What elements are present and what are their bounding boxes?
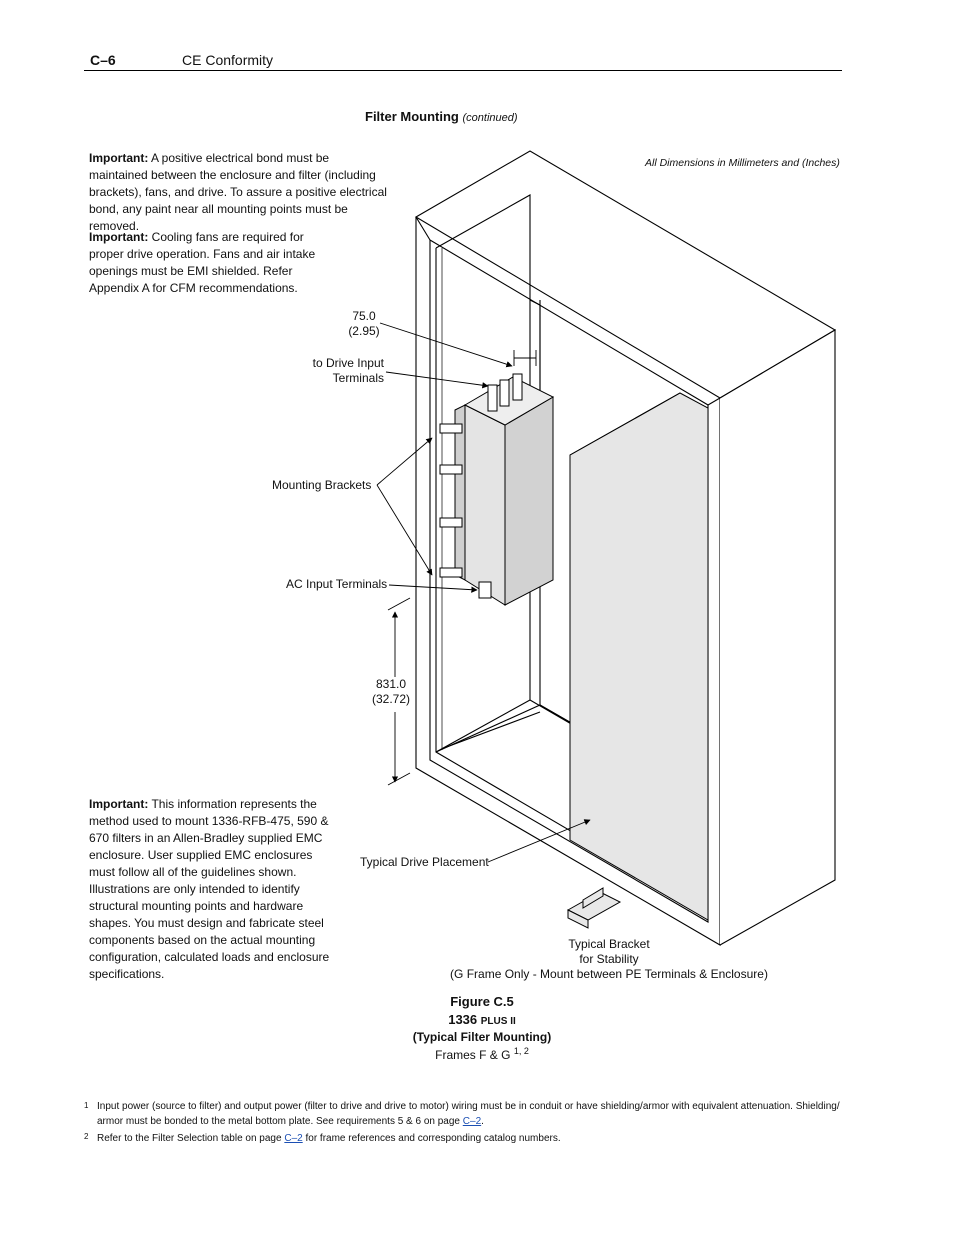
footnote-1: Input power (source to filter) and output power (filter to drive and drive to motor) wiring must be in conduit or have shielding/armor with equivalent attenuation. Shielding/ armor must be bonded to the metal bottom plate. See requirements 5 & 6 on page C–2. <box>97 1101 840 1127</box>
figure-title: (Typical Filter Mounting) <box>412 1030 552 1044</box>
dim-75-label: 75.0 (2.95) <box>348 309 380 338</box>
typical-bracket-label: Typical Bracket for Stability (G Frame Only - Mount between PE Terminals & Enclosure) <box>450 937 768 981</box>
figure-model: 1336 PLUS II <box>448 1012 516 1027</box>
page-number: C–6 <box>90 52 116 68</box>
dimensions-note: All Dimensions in Millimeters and (Inches) <box>645 157 840 169</box>
mounting-brackets-label: Mounting Brackets <box>272 478 372 492</box>
stability-bracket <box>568 888 620 928</box>
footnote-1-page-link[interactable]: C–2 <box>462 1116 482 1127</box>
drive-input-terminals-label: to Drive Input Terminals <box>312 356 384 385</box>
drive-placement-label: Typical Drive Placement <box>360 855 489 869</box>
footnote-1-mark: 1 <box>84 1101 89 1110</box>
filter-unit <box>455 374 553 605</box>
section-title-note: (continued) <box>462 112 518 124</box>
dim-831-label: 831.0 (32.72) <box>371 677 411 706</box>
figure-caption <box>380 994 584 1062</box>
footnote-2-mark: 2 <box>84 1132 89 1141</box>
important-note-bond: Important: A positive electrical bond must be maintained between the enclosure and filter (including brackets), fans, and drive. To assure a positive electrical bond, any paint near all mounting points must be removed. <box>89 151 387 233</box>
figure-frames: Frames F & G $^{1, 2}$ <box>435 1046 529 1062</box>
ac-input-terminals-label: AC Input Terminals <box>286 577 388 591</box>
footnote-2: Refer to the Filter Selection table on page C–2 for frame references and corresponding catalog numbers. <box>97 1133 561 1144</box>
important-note-method: Important: This information represents the method used to mount 1336-RFB-475, 590 & 670 filters in an Allen-Bradley supplied EMC enclosure. User supplied EMC enclosures must follow all of the guidelines shown. Illustrations are only intended to identify structural mounting points and hardware shapes. You must design and fabricate steel components based on the actual mounting configuration, calculated loads and enclosure specifications. <box>89 797 330 981</box>
drive-unit <box>570 393 708 920</box>
important-note-fans: Important: Cooling fans are required for proper drive operation. Fans and air intake openings must be EMI shielded. Refer Appendix A for CFM recommendations. <box>89 230 316 295</box>
section-title-main: Filter Mounting <box>365 109 459 124</box>
figure-number: Figure C.5 <box>450 994 514 1009</box>
footnote-2-page-link[interactable]: C–2 <box>284 1133 303 1144</box>
section-header: CE Conformity <box>182 52 274 68</box>
